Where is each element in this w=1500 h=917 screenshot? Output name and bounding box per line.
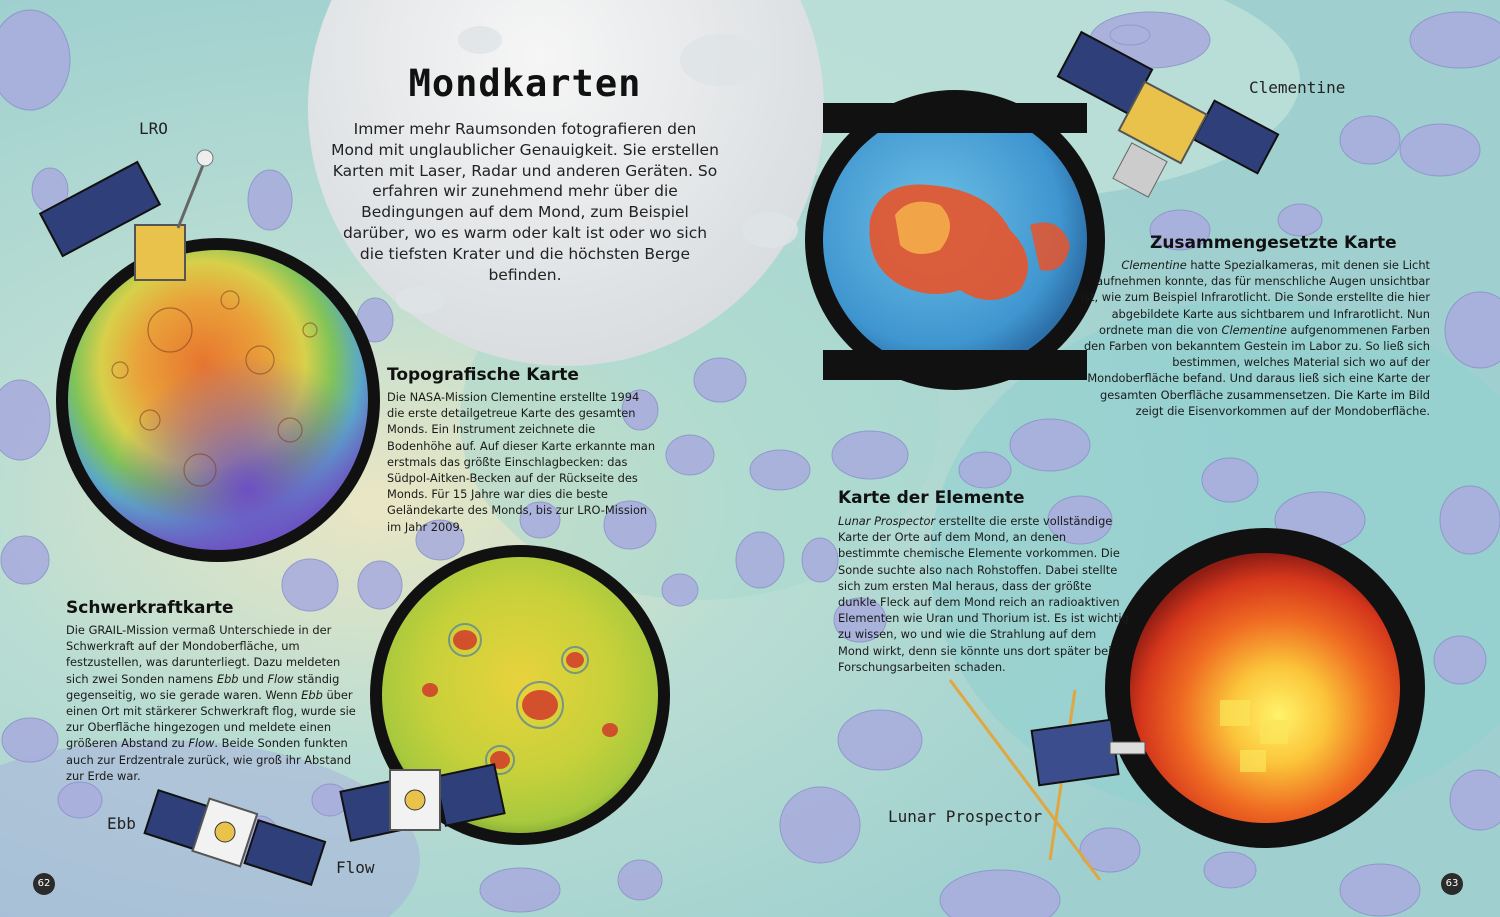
label-ebb: Ebb [107,814,136,833]
topo-text: Die NASA-Mission Clementine erstellte 1994 die erste detailgetreue Karte des gesamten Monds. Ein Instrument zeichnete die Bodenhöhe auf. Auf dieser Karte erkannte man erstmals das größte Einschlagbecken: das Südpol-Aitken-Becken auf der Rückseite des Monds. Für 15 Jahre war dies die beste Geländekarte des Monds, bis zur LRO-Mission im Jahr 2009. [387,390,656,534]
label-flow: Flow [336,858,375,877]
composite-text: Clementine hatte Spezialkameras, mit denen sie Licht aufnehmen konnte, das für menschliche Augen unsichtbar ist, wie zum Beispiel Infrarotlicht. Die Sonde erstellte die hier abgebildete Karte aus sichtbarem und Infrarotlicht. Nun ordnete man die von Clementine aufgenommenen Farben den Farben von bekanntem Gestein im Labor zu. So ließ sich bestimmen, welches Material sich wo auf der Mondoberfläche befand. Und daraus ließ sich eine Karte der gesamten Oberfläche zusammensetzen. Die Karte im Bild zeigt die Eisenvorkommen auf der Mondoberfläche. [1080,258,1430,418]
composite-heading: Zusammengesetzte Karte [1150,233,1397,253]
page-number-right: 63 [1441,873,1463,895]
label-lro: LRO [139,119,168,138]
gravity-text: Die GRAIL-Mission vermaß Unterschiede in der Schwerkraft auf der Mondoberfläche, um festzustellen, was darunterliegt. Dazu meldeten sich zwei Sonden namens Ebb und Flow ständig gegenseitig, wo sie gerade waren. Wenn Ebb über einen Ort mit stärkerer Schwerkraft flog, wurde sie zur Oberfläche hingezogen und meldete einen größeren Abstand zu Flow. Beide Sonden funkten auch zur Erdzentrale zurück, wie groß ihr Abstand zur Erde war. [66,623,356,783]
elements-text: Lunar Prospector erstellte die erste vollständige Karte der Orte auf dem Mond, an denen bestimmte chemische Elemente vorkommen. Die Sonde suchte also nach Rohstoffen. Dabei stellte sich zum ersten Mal heraus, dass der größte dunkle Fleck auf dem Mond reich an radioaktiven Elementen wie Uran und Thorium ist. Es ist wichtig zu wissen, wo und wie die Strahlung auf dem Mond wirkt, denn sie könnte uns dort später bei Forschungsarbeiten schaden. [838,514,1129,674]
label-clementine: Clementine [1249,78,1346,97]
page-number-left: 62 [33,873,55,895]
topo-heading: Topografische Karte [387,365,579,385]
label-lunar-prospector: Lunar Prospector [888,807,1043,826]
elements-heading: Karte der Elemente [838,488,1025,508]
gravity-heading: Schwerkraftkarte [66,598,234,618]
page-title: Mondkarten [408,62,642,105]
intro-text: Immer mehr Raumsonden fotografieren den Mond mit unglaublicher Genauigkeit. Sie erstellen Karten mit Laser, Radar und anderen Geräten. So erfahren wir zunehmend mehr über die Bedingungen auf dem Mond, zum Beispiel darüber, wo es warm oder kalt ist oder wo sich die tiefsten Krater und die höchsten Berge befinden. [331,120,719,284]
